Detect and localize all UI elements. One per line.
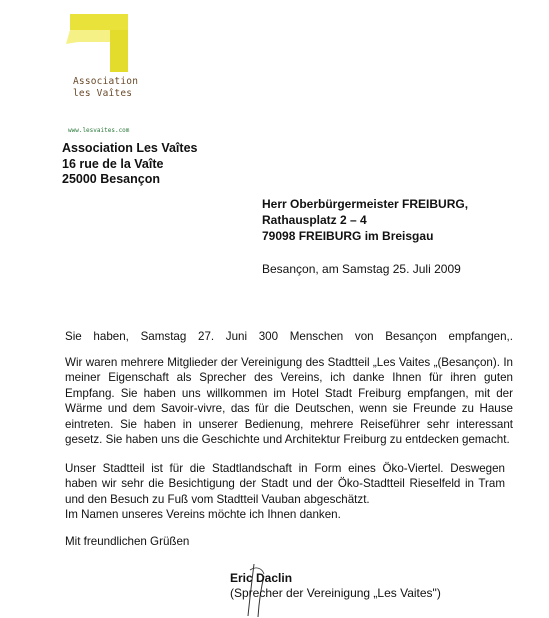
paragraph-3-text: Unser Stadtteil ist für die Stadtlandschaft in Form eines Öko-Viertel. Deswegen haben wir sehr die Besichtigung der Stadt und der Öko-Stadtteil Rieselfeld in Tram und den Besuch zu Fuß vom Stadtteil Vauban abgeschätzt. [65, 462, 505, 506]
paragraph-3-thanks: Im Namen unseres Vereins möchte ich Ihnen danken. [65, 508, 341, 522]
recipient-address [262, 196, 468, 244]
logo-emblem [66, 8, 166, 128]
recipient-street: Rathausplatz 2 – 4 [262, 213, 367, 227]
sender-address [62, 141, 197, 188]
recipient-title: Herr Oberbürgermeister FREIBURG, [262, 197, 469, 211]
signatory-role: (Sprecher der Vereinigung „Les Vaites") [230, 586, 441, 600]
sender-city: 25000 Besançon [62, 172, 160, 186]
sender-name: Association Les Vaîtes [62, 141, 198, 155]
paragraph-3 [65, 461, 505, 523]
logo-website: www.lesvaites.com [68, 127, 130, 134]
logo-text-association: Association [73, 76, 139, 87]
place-and-date: Besançon, am Samstag 25. Juli 2009 [262, 262, 461, 276]
signatory-name: Eric Daclin [230, 571, 293, 585]
closing-salutation: Mit freundlichen Grüßen [65, 535, 190, 548]
logo-text-les-vaites: les Vaîtes [73, 88, 133, 99]
recipient-city: 79098 FREIBURG im Breisgau [262, 229, 434, 243]
sender-street: 16 rue de la Vaîte [62, 156, 164, 171]
paragraph-2: Wir waren mehrere Mitglieder der Vereinigung des Stadtteil „Les Vaites „(Besançon). In meiner Eigenschaft als Sprecher des Vereins, ich danke Ihnen für ihren guten Empfang. Sie haben uns willkommen im Hotel Stadt Freiburg empfangen, mit der Wärme und dem Savoir-vivre, das für die Deutschen, wenn sie Freunde zu Hause eintreten. Sie haben in unserer Bedienung, mehrere Reiseführer sehr interessant gesetz. Sie haben uns die Geschichte und Architektur Freiburg zu entdecken gemacht. [65, 356, 513, 447]
paragraph-1: Sie haben, Samstag 27. Juni 300 Menschen von Besançon empfangen,. [65, 330, 513, 343]
association-logo [66, 8, 166, 138]
